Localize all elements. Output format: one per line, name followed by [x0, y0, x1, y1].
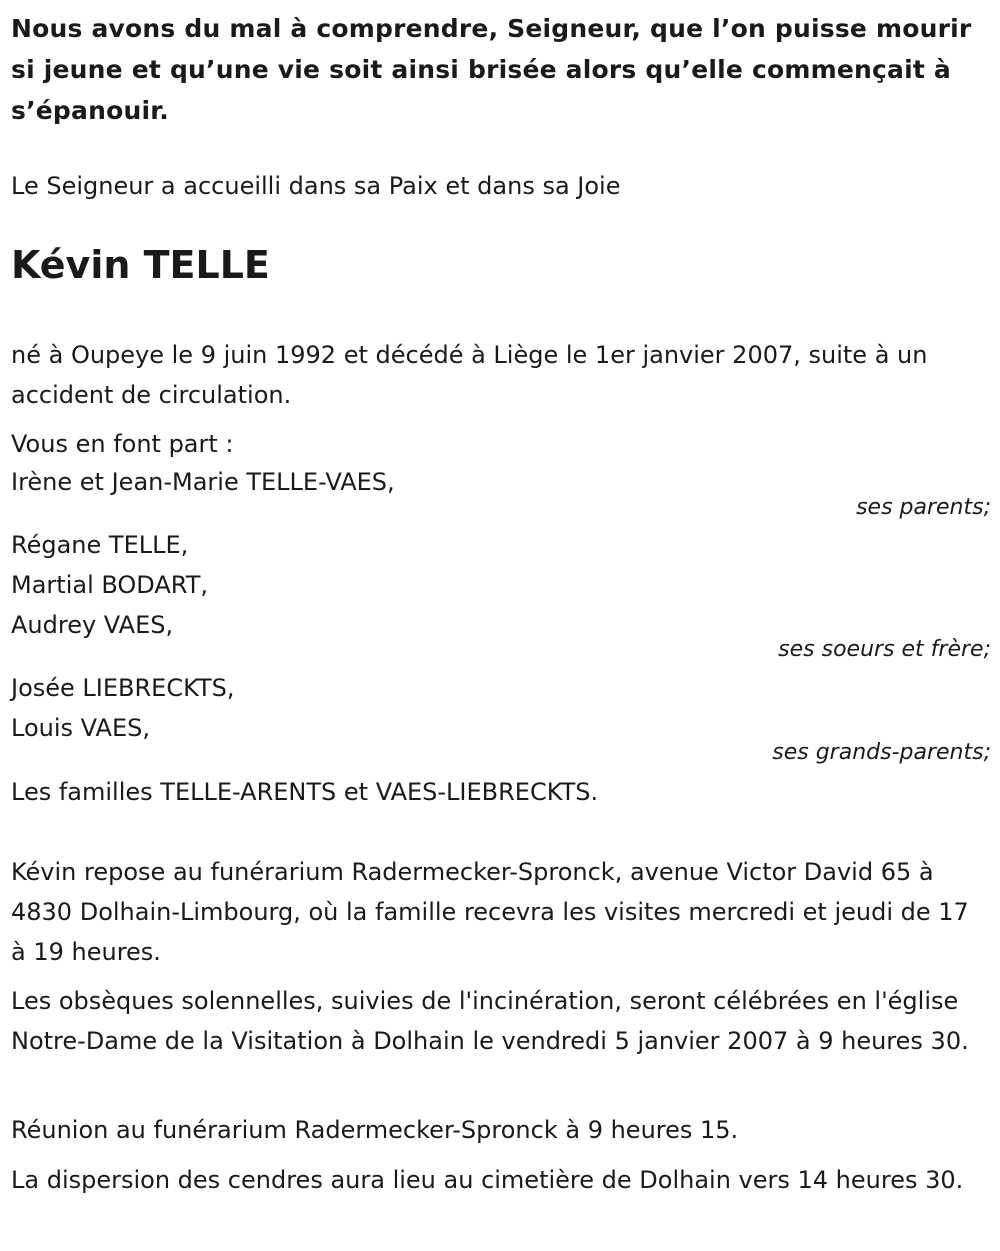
deceased-name: Kévin TELLE — [11, 243, 270, 287]
visitation-info: Kévin repose au funérarium Radermecker-Spronck, avenue Victor David 65 à 4830 Dolhain-Limbourg, où la famille recevra les visites mercredi et jeudi de 17 à 19 heures. — [11, 858, 969, 966]
meeting-info: Réunion au funérarium Radermecker-Spronck à 9 heures 15. — [11, 1116, 739, 1144]
family-group-siblings — [11, 525, 208, 645]
relation-label: ses parents; — [856, 495, 991, 520]
obituary-notice — [11, 0, 991, 1194]
family-group-grandparents — [11, 668, 235, 748]
relation-label: ses grands-parents; — [772, 740, 991, 765]
family-member: Audrey VAES, — [11, 611, 174, 639]
relation-label: ses soeurs et frère; — [778, 637, 991, 662]
announcement-line: Vous en font part : — [11, 430, 234, 458]
welcome-line: Le Seigneur a accueilli dans sa Paix et dans sa Joie — [11, 172, 621, 200]
birth-death-info: né à Oupeye le 9 juin 1992 et décédé à Liège le 1er janvier 2007, suite à un accident de circulation. — [11, 341, 928, 409]
family-member: Martial BODART, — [11, 571, 208, 599]
funeral-info: Les obsèques solennelles, suivies de l'incinération, seront célébrées en l'église Notre-Dame de la Visitation à Dolhain le vendredi 5 janvier 2007 à 9 heures 30. — [11, 987, 969, 1055]
intro-prayer: Nous avons du mal à comprendre, Seigneur, que l’on puisse mourir si jeune et qu’une vie soit ainsi brisée alors qu’elle commençait à s’épanouir. — [11, 14, 972, 125]
family-member: Régane TELLE, — [11, 531, 189, 559]
family-member: Irène et Jean-Marie TELLE-VAES, — [11, 468, 395, 496]
ashes-dispersion-info: La dispersion des cendres aura lieu au cimetière de Dolhain vers 14 heures 30. — [11, 1166, 964, 1194]
families-line: Les familles TELLE-ARENTS et VAES-LIEBRECKTS. — [11, 778, 599, 806]
family-member: Louis VAES, — [11, 714, 150, 742]
family-member: Josée LIEBRECKTS, — [11, 674, 235, 702]
